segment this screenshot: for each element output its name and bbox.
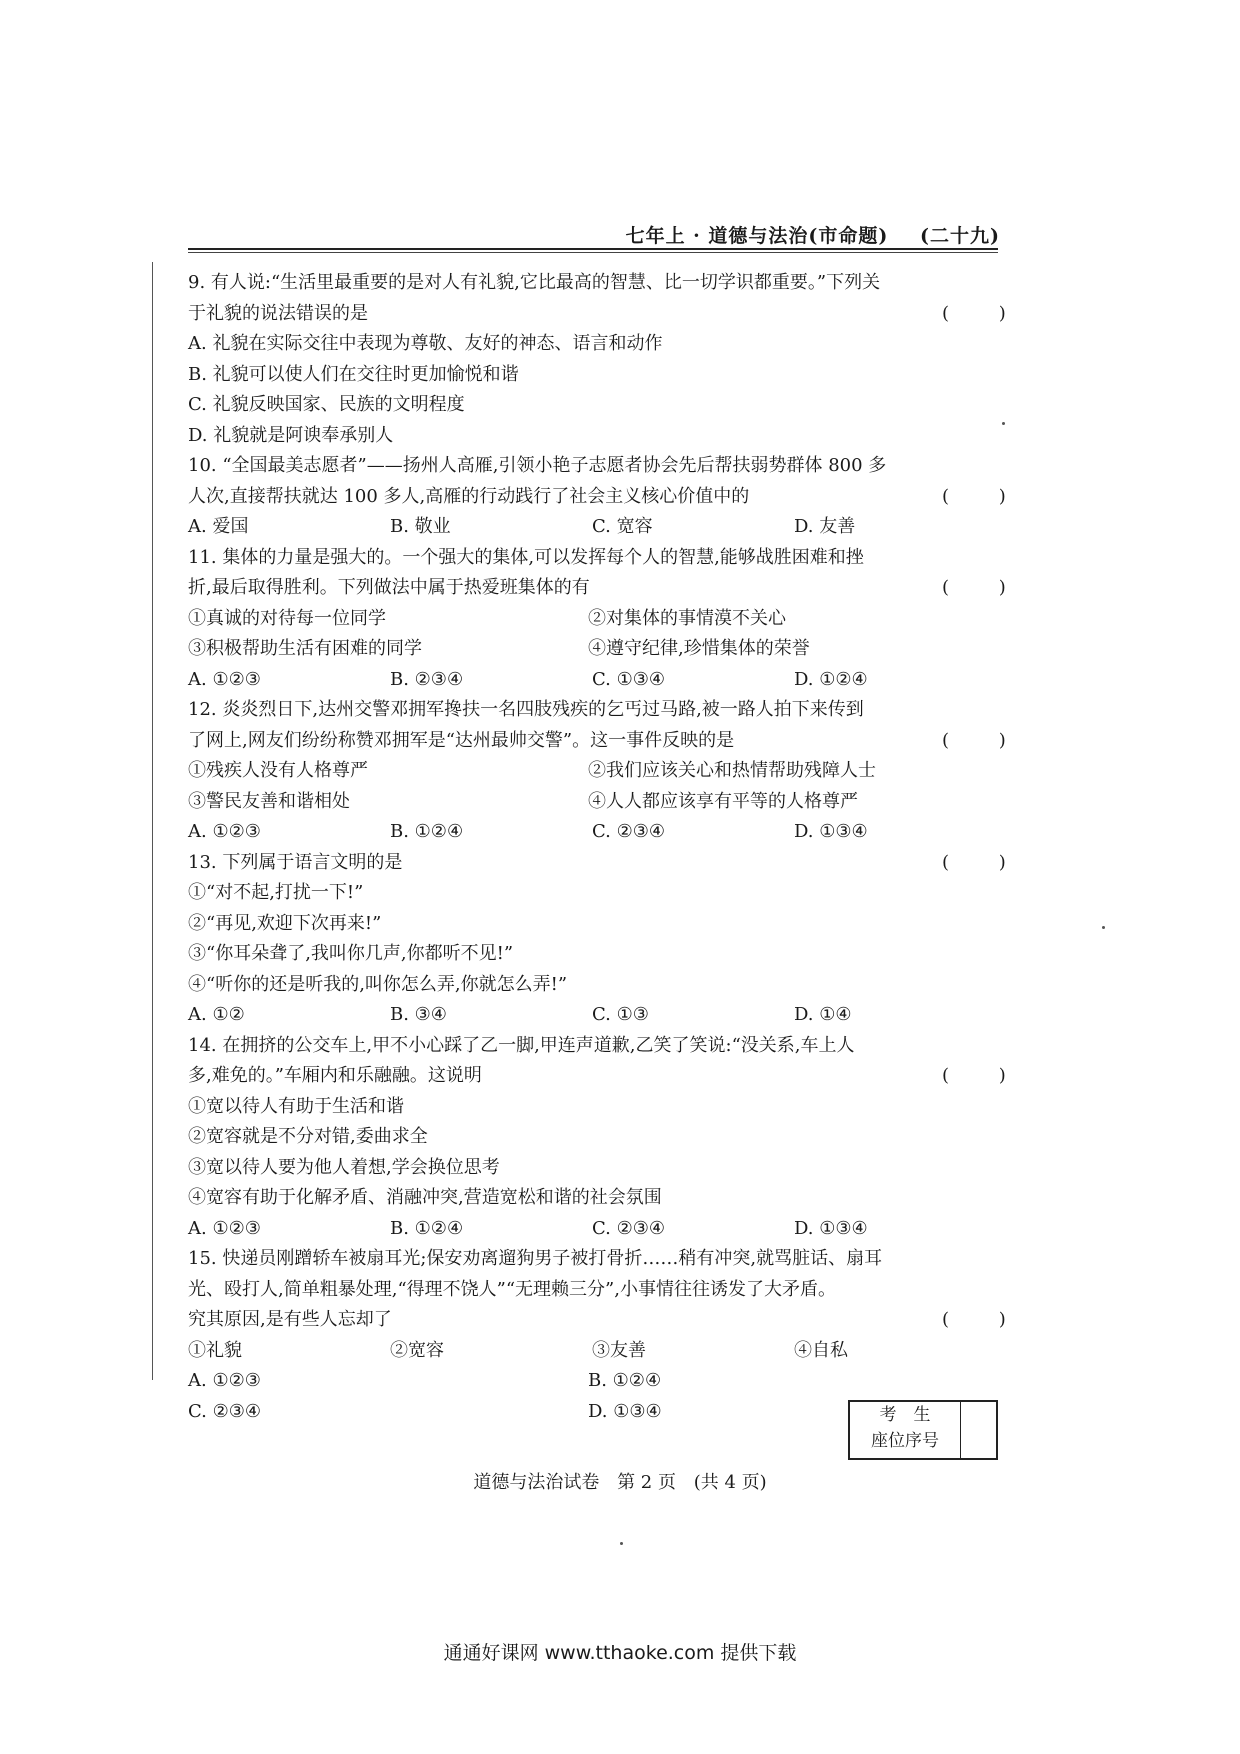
statement: ④遵守纪律,珍惜集体的荣誉 — [588, 638, 810, 659]
statement-row — [188, 787, 998, 818]
header-rule — [188, 248, 998, 250]
option: C. ①③④ — [592, 668, 665, 690]
page-footer — [0, 1468, 1240, 1494]
question-body — [188, 268, 1028, 1427]
option: A. 爱国 — [188, 516, 249, 537]
footer-total: (共 4 页) — [693, 1472, 767, 1493]
question-line: 10. “全国最美志愿者”——扬州人高雁,引领小艳子志愿者协会先后帮扶弱势群体 800 多 — [188, 455, 887, 476]
statement: ④人人都应该享有平等的人格尊严 — [588, 790, 858, 812]
option-row — [188, 1214, 998, 1245]
statement: ②宽容 — [390, 1339, 444, 1361]
option: C. ①③ — [592, 1004, 649, 1025]
option: D. 礼貌就是阿谀奉承别人 — [188, 424, 394, 446]
seat-label: 考 生 座位序号 — [850, 1402, 961, 1458]
question-line: 了网上,网友们纷纷称赞邓拥军是“达州最帅交警”。这一事件反映的是 ( ) — [188, 726, 998, 757]
statement: ①宽以待人有助于生活和谐 — [188, 1095, 404, 1117]
statement: ③宽以待人要为他人着想,学会换位思考 — [188, 1156, 500, 1178]
question-line: 11. 集体的力量是强大的。一个强大的集体,可以发挥每个人的智慧,能够战胜困难和挫 — [188, 546, 864, 568]
statement: ①礼貌 — [188, 1339, 242, 1361]
option: D. ①②④ — [794, 668, 868, 690]
question-line: 14. 在拥挤的公交车上,甲不小心踩了乙一脚,甲连声道歉,乙笑了笑说:“没关系,车上人 — [188, 1034, 855, 1056]
statement-row — [188, 756, 998, 787]
option: A. ①②③ — [188, 1370, 261, 1391]
option: B. ①②④ — [390, 1217, 464, 1239]
statement-row — [188, 604, 998, 635]
header-number: (二十九) — [920, 225, 1000, 247]
statement: ④“听你的还是听我的,叫你怎么弄,你就怎么弄!” — [188, 973, 568, 995]
statement-row — [188, 634, 998, 665]
option: A. ①②③ — [188, 821, 261, 842]
option: B. ③④ — [390, 1004, 447, 1025]
option: C. ②③④ — [592, 821, 665, 842]
scan-speck — [620, 1542, 623, 1545]
question-line: 于礼貌的说法错误的是 ( ) — [188, 299, 998, 330]
statement: ②宽容就是不分对错,委曲求全 — [188, 1126, 428, 1147]
statement-row — [188, 1336, 998, 1367]
option: D. ①③④ — [588, 1400, 662, 1422]
statement: ③积极帮助生活有困难的同学 — [188, 638, 422, 659]
answer-paren: ( ) — [942, 577, 1028, 598]
answer-paren: ( ) — [942, 1309, 1028, 1330]
statement: ④宽容有助于化解矛盾、消融冲突,营造宽松和谐的社会氛围 — [188, 1187, 662, 1208]
question-line: 折,最后取得胜利。下列做法中属于热爱班集体的有 ( ) — [188, 573, 998, 604]
option: D. 友善 — [794, 516, 856, 537]
option-row — [188, 665, 998, 696]
answer-paren: ( ) — [942, 729, 1028, 751]
option: B. ①②④ — [588, 1370, 662, 1391]
question-line: 13. 下列属于语言文明的是 ( ) — [188, 848, 998, 879]
option: B. ①②④ — [390, 821, 464, 842]
option: C. 宽容 — [592, 516, 653, 537]
statement: ③友善 — [592, 1339, 646, 1361]
header-title: 七年上 · 道德与法治(市命题) — [625, 225, 889, 247]
scan-speck — [1102, 926, 1105, 929]
statement: ④自私 — [794, 1339, 848, 1361]
option: B. ②③④ — [390, 668, 464, 690]
statement: ③警民友善和谐相处 — [188, 790, 350, 812]
page-header — [626, 221, 1000, 248]
answer-paren: ( ) — [942, 302, 1028, 324]
option-row — [188, 1366, 998, 1397]
question-line: 究其原因,是有些人忘却了 ( ) — [188, 1305, 998, 1336]
option-row — [188, 1000, 998, 1031]
question-line: 9. 有人说:“生活里最重要的是对人有礼貌,它比最高的智慧、比一切学识都重要。”下列关 — [188, 272, 881, 293]
answer-paren: ( ) — [942, 851, 1028, 873]
seat-number-field[interactable] — [961, 1402, 996, 1458]
answer-paren: ( ) — [942, 1065, 1028, 1086]
option: D. ①④ — [794, 1004, 852, 1025]
option: A. 礼貌在实际交往中表现为尊敬、友好的神态、语言和动作 — [188, 333, 663, 354]
option: A. ①②③ — [188, 668, 261, 690]
answer-paren: ( ) — [942, 485, 1028, 507]
statement: ②对集体的事情漠不关心 — [588, 607, 786, 629]
option: C. ②③④ — [188, 1400, 261, 1422]
margin-line — [152, 262, 153, 1380]
option: A. ①②③ — [188, 1217, 261, 1239]
option: C. 礼貌反映国家、民族的文明程度 — [188, 394, 465, 415]
statement: ③“你耳朵聋了,我叫你几声,你都听不见!” — [188, 943, 514, 964]
header-rule-thin — [188, 252, 998, 253]
statement: ①真诚的对待每一位同学 — [188, 607, 386, 629]
scan-speck — [1002, 422, 1005, 425]
option: D. ①③④ — [794, 821, 868, 842]
question-line: 15. 快递员刚蹭轿车被扇耳光;保安劝离遛狗男子被打骨折……稍有冲突,就骂脏话、扇耳 — [188, 1248, 883, 1269]
statement: ②“再见,欢迎下次再来!” — [188, 912, 382, 934]
option-row — [188, 512, 998, 543]
option: B. 敬业 — [390, 516, 451, 537]
statement: ①“对不起,打扰一下!” — [188, 882, 364, 903]
statement: ①残疾人没有人格尊严 — [188, 760, 368, 781]
statement: ②我们应该关心和热情帮助残障人士 — [588, 760, 876, 781]
option: C. ②③④ — [592, 1217, 665, 1239]
question-line: 多,难免的。”车厢内和乐融融。这说明 ( ) — [188, 1061, 998, 1092]
footer-page: 第 2 页 — [617, 1472, 676, 1493]
option: B. 礼貌可以使人们在交往时更加愉悦和谐 — [188, 363, 519, 385]
question-line: 12. 炎炎烈日下,达州交警邓拥军搀扶一名四肢残疾的乞丐过马路,被一路人拍下来传到 — [188, 699, 864, 720]
footer-subject: 道德与法治试卷 — [473, 1472, 600, 1493]
question-line: 人次,直接帮扶就达 100 多人,高雁的行动践行了社会主义核心价值中的 ( ) — [188, 482, 998, 513]
option-row — [188, 817, 998, 848]
seat-number-box — [848, 1400, 998, 1460]
option: A. ①② — [188, 1004, 245, 1025]
option: D. ①③④ — [794, 1217, 868, 1239]
source-watermark: 通通好课网 www.tthaoke.com 提供下载 — [443, 1642, 797, 1664]
question-line: 光、殴打人,简单粗暴处理,“得理不饶人”“无理赖三分”,小事情往往诱发了大矛盾。 — [188, 1278, 836, 1300]
